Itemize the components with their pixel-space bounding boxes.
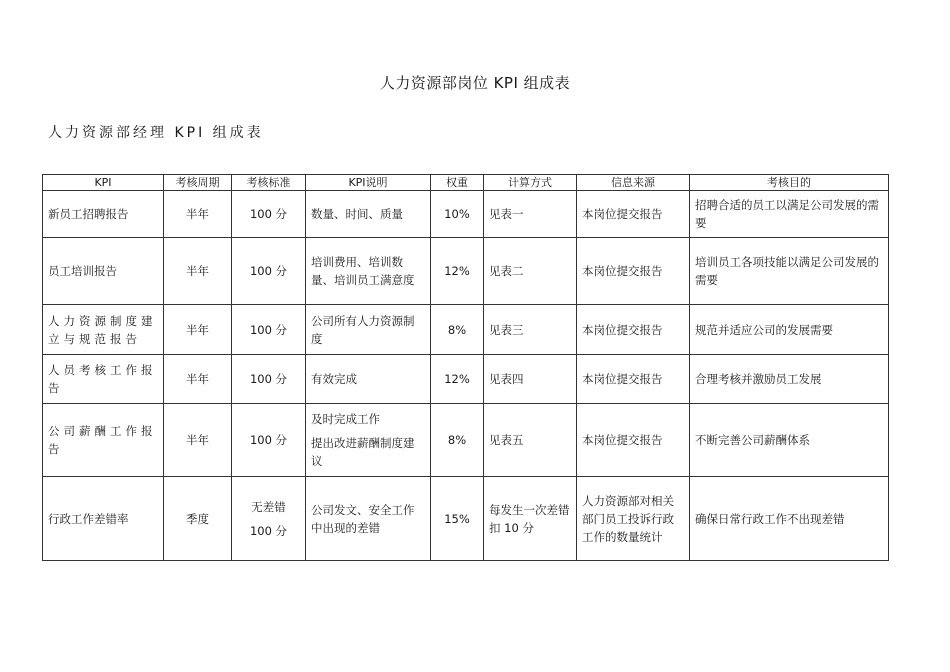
kpi-period: 半年 — [164, 305, 232, 355]
kpi-name: 员工培训报告 — [43, 238, 164, 305]
kpi-method: 见表三 — [484, 305, 577, 355]
kpi-weight: 8% — [431, 305, 484, 355]
table-row — [43, 477, 889, 561]
kpi-method: 见表二 — [484, 238, 577, 305]
kpi-standard: 100 分 — [232, 355, 306, 404]
kpi-weight: 15% — [431, 477, 484, 561]
kpi-description: 公司发文、安全工作中出现的差错 — [306, 477, 431, 561]
kpi-table — [42, 174, 889, 561]
header-purpose: 考核目的 — [690, 175, 889, 191]
table-row — [43, 305, 889, 355]
kpi-standard: 100 分 — [232, 305, 306, 355]
kpi-period: 半年 — [164, 191, 232, 238]
header-period: 考核周期 — [164, 175, 232, 191]
kpi-method: 每发生一次差错扣 10 分 — [484, 477, 577, 561]
kpi-description-line: 提出改进薪酬制度建议 — [311, 436, 415, 468]
kpi-description: 有效完成 — [306, 355, 431, 404]
table-row — [43, 238, 889, 305]
kpi-method: 见表五 — [484, 404, 577, 477]
kpi-purpose: 招聘合适的员工以满足公司发展的需要 — [690, 191, 889, 238]
table-row — [43, 355, 889, 404]
kpi-purpose: 确保日常行政工作不出现差错 — [690, 477, 889, 561]
kpi-name: 人力资源制度建立与规范报告 — [43, 305, 164, 355]
kpi-weight: 12% — [431, 238, 484, 305]
kpi-standard-line: 100 分 — [249, 523, 288, 538]
kpi-source: 本岗位提交报告 — [577, 238, 690, 305]
kpi-source: 人力资源部对相关部门员工投诉行政工作的数量统计 — [577, 477, 690, 561]
kpi-name: 行政工作差错率 — [43, 477, 164, 561]
header-description: KPI说明 — [306, 175, 431, 191]
kpi-source: 本岗位提交报告 — [577, 305, 690, 355]
table-row — [43, 404, 889, 477]
kpi-period: 半年 — [164, 355, 232, 404]
header-weight: 权重 — [431, 175, 484, 191]
kpi-standard — [232, 477, 306, 561]
page-title: 人力资源部岗位 KPI 组成表 — [379, 74, 571, 92]
kpi-description — [306, 404, 431, 477]
kpi-description: 培训费用、培训数量、培训员工满意度 — [306, 238, 431, 305]
kpi-weight: 10% — [431, 191, 484, 238]
kpi-standard: 100 分 — [232, 404, 306, 477]
kpi-method: 见表四 — [484, 355, 577, 404]
kpi-purpose: 培训员工各项技能以满足公司发展的需要 — [690, 238, 889, 305]
kpi-period: 季度 — [164, 477, 232, 561]
kpi-weight: 8% — [431, 404, 484, 477]
kpi-source: 本岗位提交报告 — [577, 191, 690, 238]
kpi-purpose: 合理考核并激励员工发展 — [690, 355, 889, 404]
kpi-period: 半年 — [164, 404, 232, 477]
kpi-standard-line: 无差错 — [251, 499, 286, 514]
kpi-standard: 100 分 — [232, 238, 306, 305]
table-header-row — [43, 175, 889, 191]
header-standard: 考核标准 — [232, 175, 306, 191]
kpi-standard: 100 分 — [232, 191, 306, 238]
kpi-source: 本岗位提交报告 — [577, 355, 690, 404]
kpi-name: 新员工招聘报告 — [43, 191, 164, 238]
kpi-period: 半年 — [164, 238, 232, 305]
kpi-description: 公司所有人力资源制度 — [306, 305, 431, 355]
header-kpi: KPI — [43, 175, 164, 191]
section-subtitle: 人力资源部经理 KPI 组成表 — [48, 125, 264, 141]
kpi-source: 本岗位提交报告 — [577, 404, 690, 477]
kpi-name: 人员考核工作报告 — [43, 355, 164, 404]
header-method: 计算方式 — [484, 175, 577, 191]
kpi-weight: 12% — [431, 355, 484, 404]
kpi-purpose: 规范并适应公司的发展需要 — [690, 305, 889, 355]
table-row — [43, 191, 889, 238]
kpi-description: 数量、时间、质量 — [306, 191, 431, 238]
kpi-name: 公司薪酬工作报告 — [43, 404, 164, 477]
kpi-description-line: 及时完成工作 — [311, 412, 380, 426]
kpi-method: 见表一 — [484, 191, 577, 238]
kpi-purpose: 不断完善公司薪酬体系 — [690, 404, 889, 477]
header-source: 信息来源 — [577, 175, 690, 191]
